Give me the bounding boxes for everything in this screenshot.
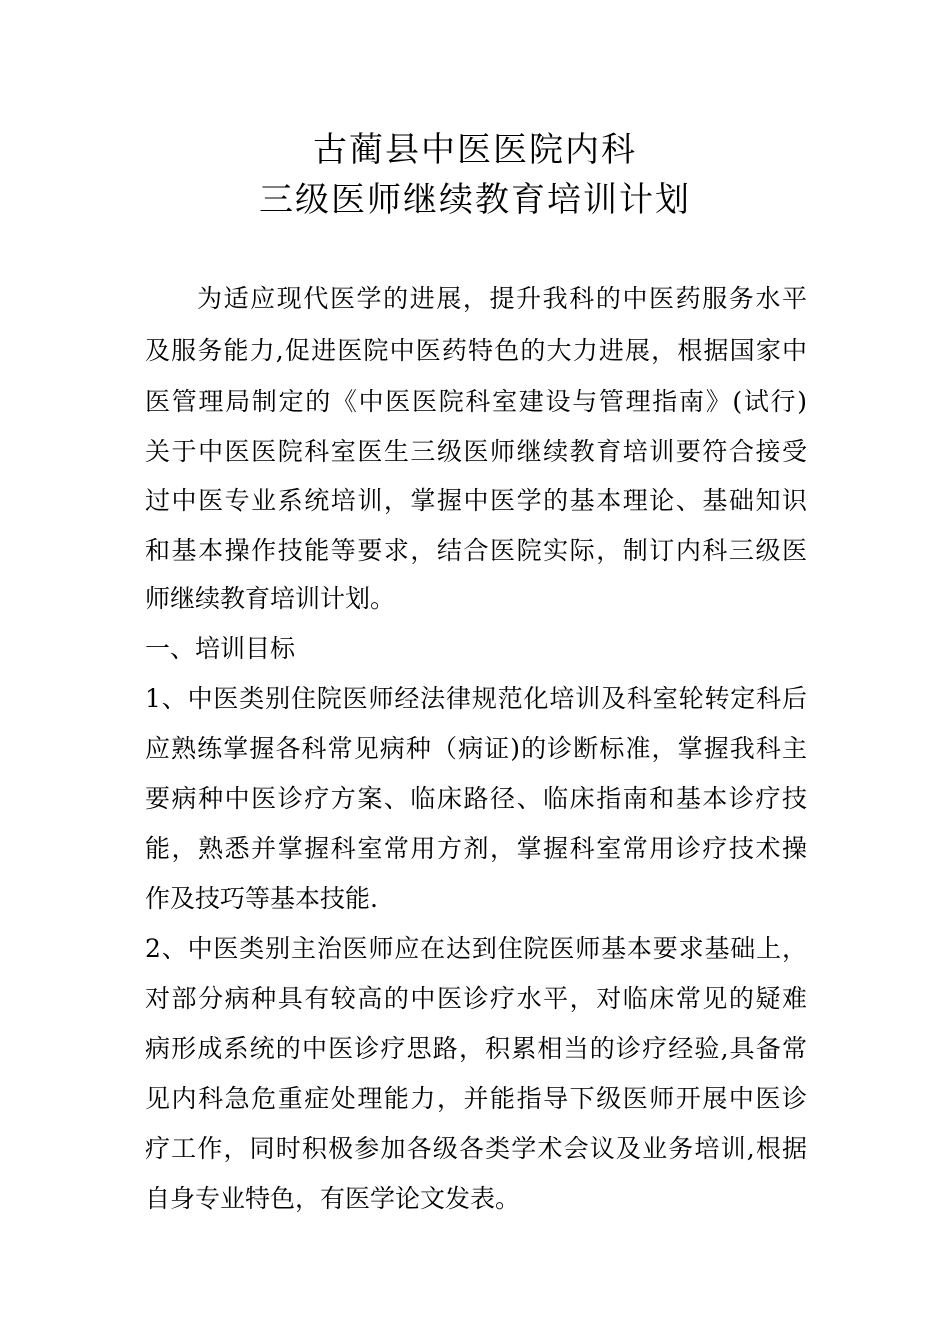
paragraph-line: 1、中医类别住院医师经法律规范化培训及科室轮转定科后 (145, 684, 807, 713)
paragraph-line: 2、中医类别主治医师应在达到住院医师基本要求基础上， (145, 934, 807, 963)
paragraph-line: 为适应现代医学的进展，提升我科的中医药服务水平 (197, 284, 807, 313)
paragraph-line: 师继续教育培训计划。 (145, 584, 396, 613)
document-title-line-1: 古蔺县中医医院内科 (313, 130, 637, 170)
paragraph-line: 疗工作，同时积极参加各级各类学术会议及业务培训,根据 (145, 1134, 807, 1163)
paragraph-line: 医管理局制定的《中医医院科室建设与管理指南》(试行) (145, 387, 807, 416)
paragraph-line: 和基本操作技能等要求，结合医院实际，制订内科三级医 (145, 536, 807, 565)
paragraph-line: 见内科急危重症处理能力，并能指导下级医师开展中医诊 (145, 1084, 807, 1113)
section-heading: 一、培训目标 (145, 634, 296, 663)
paragraph-line: 关于中医医院科室医生三级医师继续教育培训要符合接受 (145, 437, 807, 466)
paragraph-line: 及服务能力,促进医院中医药特色的大力进展，根据国家中 (145, 336, 807, 365)
paragraph-line: 作及技巧等基本技能. (145, 884, 378, 913)
paragraph-line: 病形成系统的中医诊疗思路，积累相当的诊疗经验,具备常 (145, 1034, 807, 1063)
paragraph-line: 要病种中医诊疗方案、临床路径、临床指南和基本诊疗技 (145, 784, 807, 813)
paragraph-line: 自身专业特色，有医学论文发表。 (145, 1184, 521, 1213)
paragraph-line: 能，熟悉并掌握科室常用方剂，掌握科室常用诊疗技术操 (145, 834, 807, 863)
paragraph-line: 应熟练掌握各科常见病种（病证)的诊断标准，掌握我科主 (145, 734, 807, 763)
paragraph-line: 过中医专业系统培训，掌握中医学的基本理论、基础知识 (145, 486, 807, 515)
paragraph-line: 对部分病种具有较高的中医诊疗水平，对临床常见的疑难 (145, 984, 807, 1013)
document-title-line-2: 三级医师继续教育培训计划 (259, 180, 691, 220)
